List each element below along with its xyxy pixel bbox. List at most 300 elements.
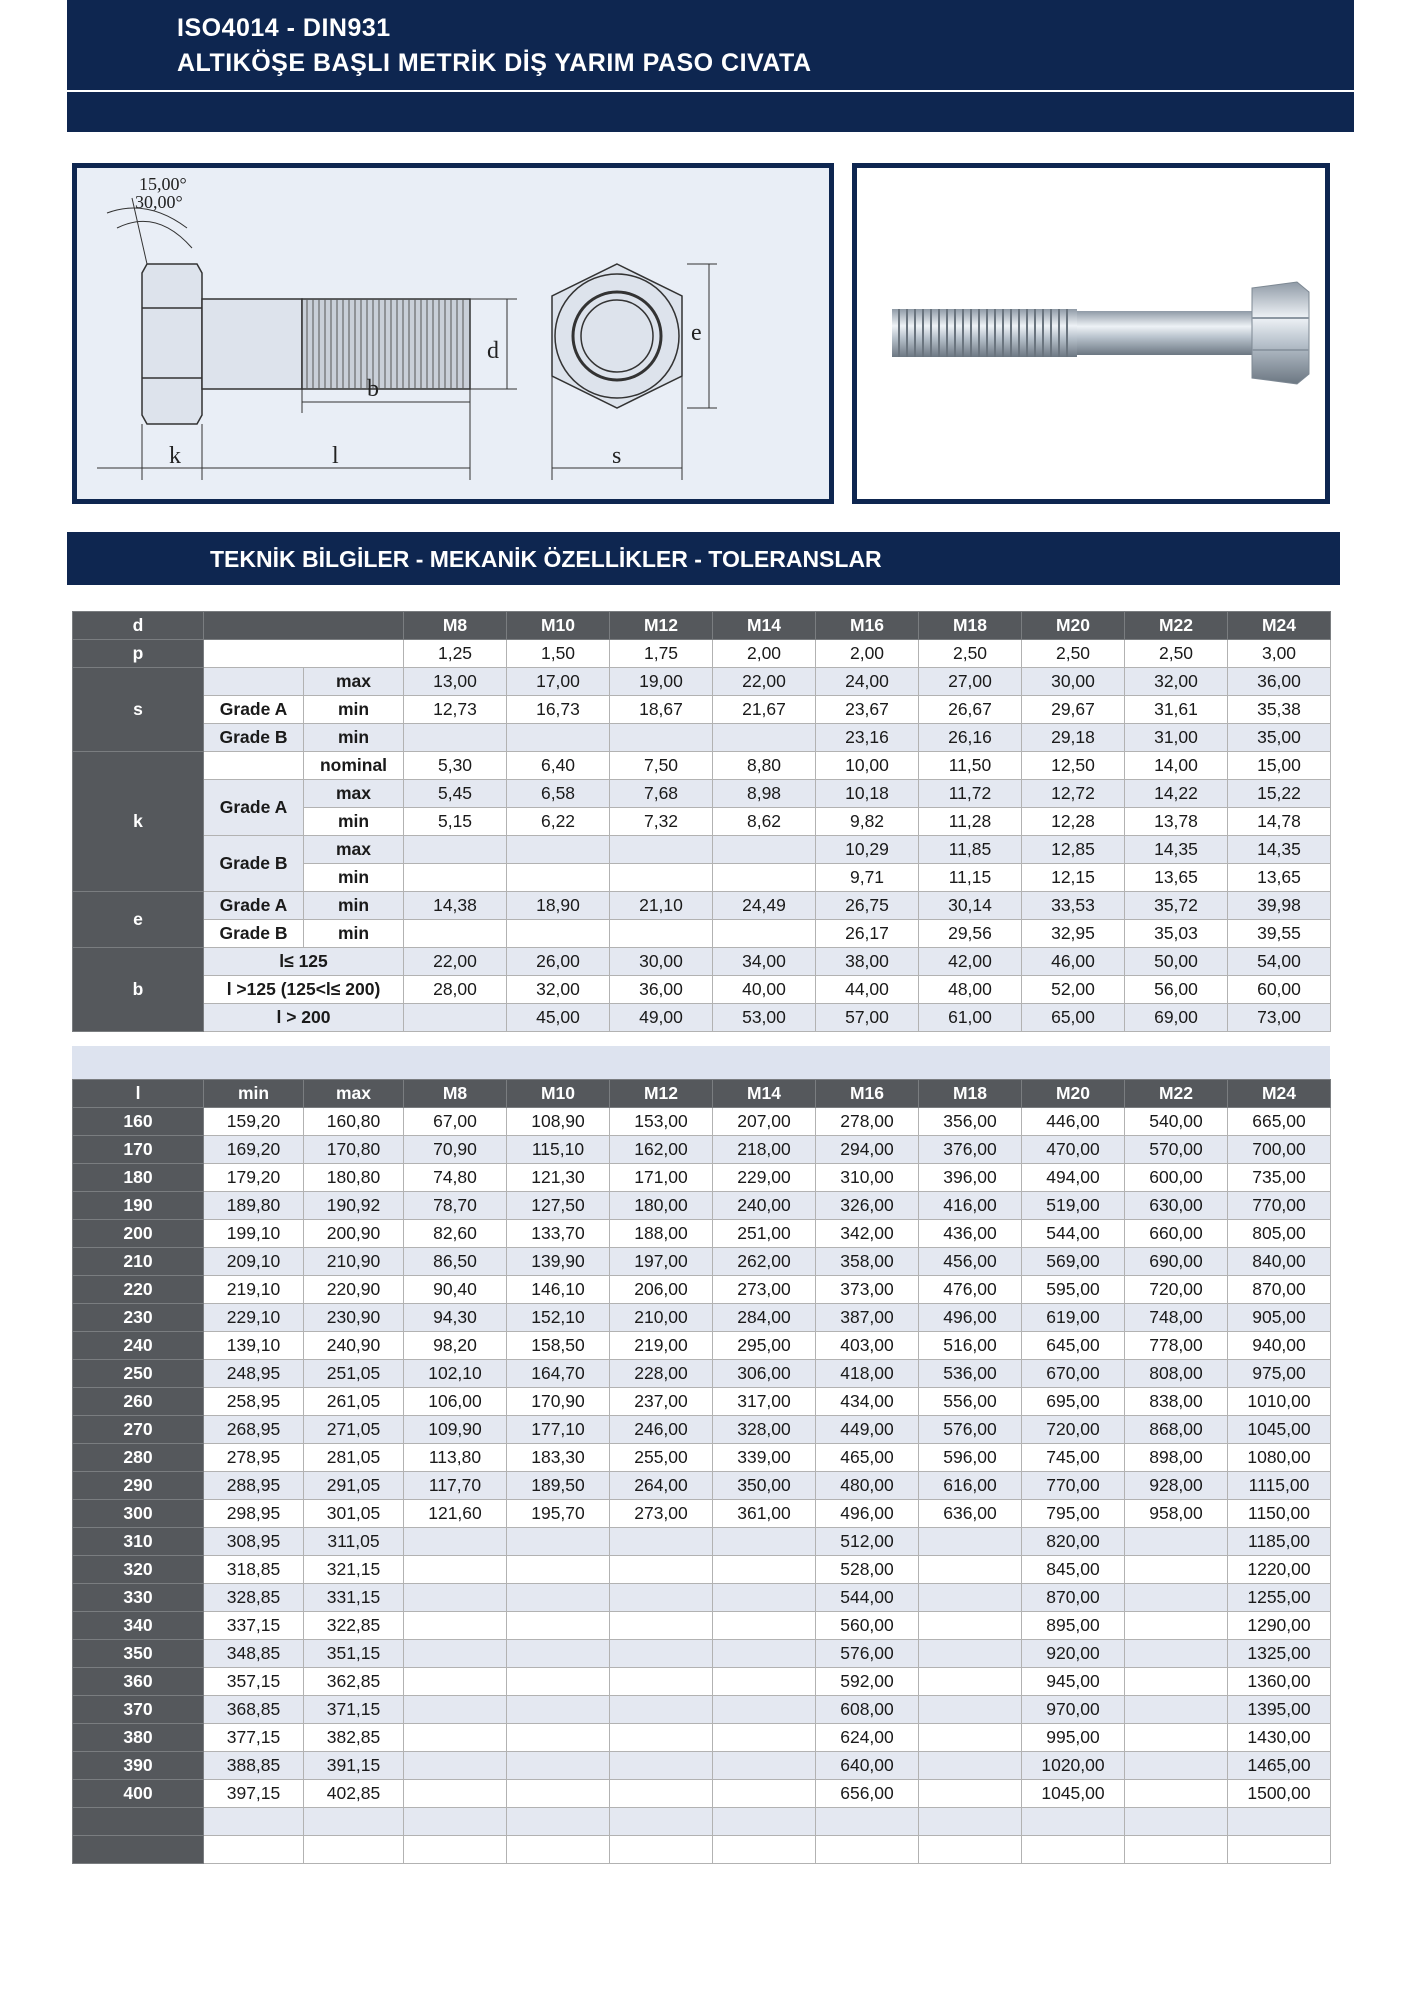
table-cell: 278,95 [204, 1444, 304, 1472]
table-cell: 416,00 [919, 1192, 1022, 1220]
table-cell: 382,85 [304, 1724, 404, 1752]
table-cell: 200,90 [304, 1220, 404, 1248]
table-cell: 73,00 [1228, 1004, 1331, 1032]
table-cell [610, 864, 713, 892]
table-cell: 5,30 [404, 752, 507, 780]
table-row [73, 1556, 1331, 1584]
table-cell: 1395,00 [1228, 1696, 1331, 1724]
table-cell: l >125 (125<l≤ 200) [204, 976, 404, 1004]
table-cell: 28,00 [404, 976, 507, 1004]
table-cell [713, 1668, 816, 1696]
table-cell: 1150,00 [1228, 1500, 1331, 1528]
table-row [73, 1584, 1331, 1612]
table-cell: 1,75 [610, 640, 713, 668]
table-cell: l > 200 [204, 1004, 404, 1032]
table-cell: 26,17 [816, 920, 919, 948]
table-cell: 121,60 [404, 1500, 507, 1528]
table-cell: 21,10 [610, 892, 713, 920]
row-label: 190 [73, 1192, 204, 1220]
table-cell: 600,00 [1125, 1164, 1228, 1192]
table-cell: 210,00 [610, 1304, 713, 1332]
table-cell: max [304, 836, 404, 864]
table-cell: 61,00 [919, 1004, 1022, 1032]
table-cell: 391,15 [304, 1752, 404, 1780]
table-cell: 195,70 [507, 1500, 610, 1528]
table-cell: 54,00 [1228, 948, 1331, 976]
table-cell: 1220,00 [1228, 1556, 1331, 1584]
table-cell: 210,90 [304, 1248, 404, 1276]
table-cell: 190,92 [304, 1192, 404, 1220]
table-cell [507, 1640, 610, 1668]
table-cell: 273,00 [713, 1276, 816, 1304]
row-label: 390 [73, 1752, 204, 1780]
table-cell: 720,00 [1125, 1276, 1228, 1304]
table-cell [404, 724, 507, 752]
table-cell: 278,00 [816, 1108, 919, 1136]
table-cell: 1430,00 [1228, 1724, 1331, 1752]
table-cell: 1020,00 [1022, 1752, 1125, 1780]
table-row [73, 1192, 1331, 1220]
table-cell: 2,50 [919, 640, 1022, 668]
table-cell: 748,00 [1125, 1304, 1228, 1332]
table-row [73, 1416, 1331, 1444]
table-cell [919, 1528, 1022, 1556]
table-cell: 189,50 [507, 1472, 610, 1500]
table-cell: 436,00 [919, 1220, 1022, 1248]
table-cell [713, 1528, 816, 1556]
table-cell: 494,00 [1022, 1164, 1125, 1192]
table-cell: 301,05 [304, 1500, 404, 1528]
table-cell [404, 864, 507, 892]
table-cell [610, 1668, 713, 1696]
table-cell: 117,70 [404, 1472, 507, 1500]
table-row [73, 1500, 1331, 1528]
table-cell: 295,00 [713, 1332, 816, 1360]
table-cell: 358,00 [816, 1248, 919, 1276]
table-cell: 32,95 [1022, 920, 1125, 948]
table-row [73, 1304, 1331, 1332]
table-header-row [73, 1080, 1331, 1108]
table-cell: 1,50 [507, 640, 610, 668]
table-cell: 57,00 [816, 1004, 919, 1032]
table-cell: 397,15 [204, 1780, 304, 1808]
table-cell: 160,80 [304, 1108, 404, 1136]
table-cell [713, 1640, 816, 1668]
table-cell: 645,00 [1022, 1332, 1125, 1360]
table-cell [610, 1780, 713, 1808]
table-cell: M18 [919, 612, 1022, 640]
row-label: 310 [73, 1528, 204, 1556]
table-cell: 840,00 [1228, 1248, 1331, 1276]
table-cell [1125, 1640, 1228, 1668]
table-cell: 1115,00 [1228, 1472, 1331, 1500]
table-cell [816, 1808, 919, 1836]
table-cell [1125, 1780, 1228, 1808]
table-cell: 30,00 [1022, 668, 1125, 696]
table-cell [816, 1836, 919, 1864]
table-cell: 7,50 [610, 752, 713, 780]
table-cell: 1045,00 [1228, 1416, 1331, 1444]
table-cell: 65,00 [1022, 1004, 1125, 1032]
table-cell [713, 1724, 816, 1752]
table-cell [507, 864, 610, 892]
table-cell: 995,00 [1022, 1724, 1125, 1752]
row-label: 270 [73, 1416, 204, 1444]
product-title: ALTIKÖŞE BAŞLI METRİK DİŞ YARIM PASO CIVATA [177, 49, 812, 77]
table-cell [1125, 1696, 1228, 1724]
table-cell: 624,00 [816, 1724, 919, 1752]
table-cell: 7,68 [610, 780, 713, 808]
table-cell: 53,00 [713, 1004, 816, 1032]
table-cell [507, 836, 610, 864]
table-cell: 31,61 [1125, 696, 1228, 724]
table-cell: 12,73 [404, 696, 507, 724]
row-label: b [73, 948, 204, 1032]
table-cell: 388,85 [204, 1752, 304, 1780]
table-cell: 1255,00 [1228, 1584, 1331, 1612]
table-cell: Grade B [204, 920, 304, 948]
table-cell: M10 [507, 612, 610, 640]
table-cell [507, 1612, 610, 1640]
table-cell [610, 1752, 713, 1780]
table-cell: 74,80 [404, 1164, 507, 1192]
row-label: 210 [73, 1248, 204, 1276]
row-label: 240 [73, 1332, 204, 1360]
table-cell: 1010,00 [1228, 1388, 1331, 1416]
table-row [73, 640, 1331, 668]
table-cell: 22,00 [713, 668, 816, 696]
table-cell: 10,18 [816, 780, 919, 808]
table-cell: 273,00 [610, 1500, 713, 1528]
table-cell: 35,38 [1228, 696, 1331, 724]
table-cell: 362,85 [304, 1668, 404, 1696]
header-strip [67, 92, 1354, 132]
table-cell: 127,50 [507, 1192, 610, 1220]
table-cell: 164,70 [507, 1360, 610, 1388]
table-cell [610, 1696, 713, 1724]
table-cell: M8 [404, 612, 507, 640]
table-row [73, 1808, 1331, 1836]
table-cell: 373,00 [816, 1276, 919, 1304]
table-cell: 1360,00 [1228, 1668, 1331, 1696]
table-cell: 12,50 [1022, 752, 1125, 780]
table-row [73, 1444, 1331, 1472]
table-cell [610, 1724, 713, 1752]
table-cell [919, 1724, 1022, 1752]
table-cell [919, 1836, 1022, 1864]
table-cell: 188,00 [610, 1220, 713, 1248]
table-cell: 10,00 [816, 752, 919, 780]
header-bar [67, 0, 1354, 90]
table-cell: 45,00 [507, 1004, 610, 1032]
table-row [73, 1668, 1331, 1696]
table-cell: 22,00 [404, 948, 507, 976]
table-cell: 106,00 [404, 1388, 507, 1416]
table-cell [204, 1808, 304, 1836]
table-cell: 310,00 [816, 1164, 919, 1192]
table-cell: 180,80 [304, 1164, 404, 1192]
table-cell [919, 1696, 1022, 1724]
table-row [73, 1360, 1331, 1388]
table-cell: 326,00 [816, 1192, 919, 1220]
table-cell [1125, 1584, 1228, 1612]
table-cell: 67,00 [404, 1108, 507, 1136]
table-cell: 229,10 [204, 1304, 304, 1332]
table-cell: 470,00 [1022, 1136, 1125, 1164]
table-cell: 1290,00 [1228, 1612, 1331, 1640]
table-cell: 199,10 [204, 1220, 304, 1248]
table-cell [507, 920, 610, 948]
table-cell: 197,00 [610, 1248, 713, 1276]
table-cell [713, 864, 816, 892]
table-row [73, 920, 1331, 948]
table-cell: 596,00 [919, 1444, 1022, 1472]
table-cell: 18,90 [507, 892, 610, 920]
table-cell [404, 1752, 507, 1780]
table-cell: 30,14 [919, 892, 1022, 920]
table-cell: 371,15 [304, 1696, 404, 1724]
header-cell: M24 [1228, 1080, 1331, 1108]
table-cell: 251,00 [713, 1220, 816, 1248]
table-cell: 540,00 [1125, 1108, 1228, 1136]
table-cell: 376,00 [919, 1136, 1022, 1164]
table-cell: 219,10 [204, 1276, 304, 1304]
table-cell: 536,00 [919, 1360, 1022, 1388]
table-cell [404, 1004, 507, 1032]
table-cell [404, 1696, 507, 1724]
table-cell: 207,00 [713, 1108, 816, 1136]
table-cell [713, 920, 816, 948]
table-cell [1125, 1668, 1228, 1696]
table-cell: 183,30 [507, 1444, 610, 1472]
table-cell: 115,10 [507, 1136, 610, 1164]
table-cell: 298,95 [204, 1500, 304, 1528]
table-cell [507, 724, 610, 752]
table-cell: 636,00 [919, 1500, 1022, 1528]
row-label: 290 [73, 1472, 204, 1500]
table-cell: Grade A [204, 696, 304, 724]
table-cell: 29,18 [1022, 724, 1125, 752]
table-cell: 102,10 [404, 1360, 507, 1388]
row-label: 370 [73, 1696, 204, 1724]
row-label: 180 [73, 1164, 204, 1192]
table-row [73, 836, 1331, 864]
table-row [73, 1696, 1331, 1724]
table-cell: 339,00 [713, 1444, 816, 1472]
table-cell: 261,05 [304, 1388, 404, 1416]
table-cell: 23,16 [816, 724, 919, 752]
table-cell: 248,95 [204, 1360, 304, 1388]
table-cell: 170,90 [507, 1388, 610, 1416]
table-cell: 206,00 [610, 1276, 713, 1304]
header-cell: l [73, 1080, 204, 1108]
header-cell: M10 [507, 1080, 610, 1108]
row-label [73, 1808, 204, 1836]
table-cell: min [304, 724, 404, 752]
table-cell [1125, 1836, 1228, 1864]
row-label: 280 [73, 1444, 204, 1472]
label-s: s [612, 443, 622, 469]
table-cell: 11,85 [919, 836, 1022, 864]
table-cell: 291,05 [304, 1472, 404, 1500]
table-cell: 1,25 [404, 640, 507, 668]
table-row [73, 752, 1331, 780]
table-cell [713, 1584, 816, 1612]
bolt-front-view [552, 264, 717, 480]
table-row [73, 1612, 1331, 1640]
table-cell: min [304, 892, 404, 920]
table-cell [610, 1528, 713, 1556]
table-cell: 5,45 [404, 780, 507, 808]
table-row [73, 1004, 1331, 1032]
table-row [73, 1472, 1331, 1500]
table-cell [507, 1836, 610, 1864]
table-cell: nominal [304, 752, 404, 780]
table-cell: 640,00 [816, 1752, 919, 1780]
table-cell: 180,00 [610, 1192, 713, 1220]
table-cell: 576,00 [816, 1640, 919, 1668]
header-cell: M8 [404, 1080, 507, 1108]
table-cell: M22 [1125, 612, 1228, 640]
table-cell: 19,00 [610, 668, 713, 696]
bolt-side-view [97, 174, 517, 480]
table-cell: 294,00 [816, 1136, 919, 1164]
table-cell: 209,10 [204, 1248, 304, 1276]
table-cell [507, 1584, 610, 1612]
row-label: 200 [73, 1220, 204, 1248]
table-cell: 158,50 [507, 1332, 610, 1360]
table-cell: 660,00 [1125, 1220, 1228, 1248]
table-row [73, 1108, 1331, 1136]
table-cell: 11,15 [919, 864, 1022, 892]
table-cell: 15,22 [1228, 780, 1331, 808]
table-cell: 1080,00 [1228, 1444, 1331, 1472]
row-label: 320 [73, 1556, 204, 1584]
table-cell: 322,85 [304, 1612, 404, 1640]
table-cell: 255,00 [610, 1444, 713, 1472]
table-cell: 519,00 [1022, 1192, 1125, 1220]
header-cell: M20 [1022, 1080, 1125, 1108]
table-cell: 895,00 [1022, 1612, 1125, 1640]
table-cell: 10,29 [816, 836, 919, 864]
table-cell: max [304, 780, 404, 808]
table-cell: 2,00 [713, 640, 816, 668]
table-cell: 26,00 [507, 948, 610, 976]
table-cell: 940,00 [1228, 1332, 1331, 1360]
table-cell: 868,00 [1125, 1416, 1228, 1444]
row-label: 160 [73, 1108, 204, 1136]
table-cell: l≤ 125 [204, 948, 404, 976]
table-cell: 418,00 [816, 1360, 919, 1388]
specs-table [72, 611, 1331, 1032]
table-cell [404, 1556, 507, 1584]
table-cell: 592,00 [816, 1668, 919, 1696]
table-cell: 528,00 [816, 1556, 919, 1584]
table-cell [610, 836, 713, 864]
row-label: 300 [73, 1500, 204, 1528]
table-cell: 35,00 [1228, 724, 1331, 752]
table-cell: 14,00 [1125, 752, 1228, 780]
table-cell: M20 [1022, 612, 1125, 640]
table-cell [713, 836, 816, 864]
table-cell: 446,00 [1022, 1108, 1125, 1136]
table-cell: 219,00 [610, 1332, 713, 1360]
table-cell: 1500,00 [1228, 1780, 1331, 1808]
header-cell: M12 [610, 1080, 713, 1108]
row-label: d [73, 612, 204, 640]
table-cell: 288,95 [204, 1472, 304, 1500]
table-cell [610, 1836, 713, 1864]
table-cell [919, 1640, 1022, 1668]
angle-label-2: 30,00° [135, 192, 183, 212]
table-cell: 905,00 [1228, 1304, 1331, 1332]
row-label: k [73, 752, 204, 892]
row-label: s [73, 668, 204, 752]
header-cell: min [204, 1080, 304, 1108]
table-cell [404, 1612, 507, 1640]
table-cell [713, 1836, 816, 1864]
table-cell: 139,10 [204, 1332, 304, 1360]
table-cell [1125, 1724, 1228, 1752]
table-cell: 970,00 [1022, 1696, 1125, 1724]
table-cell: 240,00 [713, 1192, 816, 1220]
table-cell: 78,70 [404, 1192, 507, 1220]
table-cell: 770,00 [1022, 1472, 1125, 1500]
row-label: p [73, 640, 204, 668]
table-cell [404, 920, 507, 948]
table-cell: 12,28 [1022, 808, 1125, 836]
table-cell: 35,03 [1125, 920, 1228, 948]
table-cell: 11,28 [919, 808, 1022, 836]
table-cell: min [304, 864, 404, 892]
table-cell [919, 1808, 1022, 1836]
table-cell: 311,05 [304, 1528, 404, 1556]
table-cell [404, 1808, 507, 1836]
table-cell: 220,90 [304, 1276, 404, 1304]
table-spacer [72, 1046, 1330, 1079]
table-cell: 608,00 [816, 1696, 919, 1724]
table-cell: 434,00 [816, 1388, 919, 1416]
table-cell: 50,00 [1125, 948, 1228, 976]
table-cell: 121,30 [507, 1164, 610, 1192]
table-cell: 6,40 [507, 752, 610, 780]
table-cell: max [304, 668, 404, 696]
table-cell: 805,00 [1228, 1220, 1331, 1248]
table-cell [713, 1696, 816, 1724]
table-cell [713, 1752, 816, 1780]
table-cell: 284,00 [713, 1304, 816, 1332]
table-cell: 700,00 [1228, 1136, 1331, 1164]
table-cell: 24,49 [713, 892, 816, 920]
table-cell: 170,80 [304, 1136, 404, 1164]
header-cell: max [304, 1080, 404, 1108]
table-cell [404, 1584, 507, 1612]
table-cell [404, 836, 507, 864]
table-cell: 619,00 [1022, 1304, 1125, 1332]
table-cell: 228,00 [610, 1360, 713, 1388]
table-cell: 496,00 [816, 1500, 919, 1528]
table-cell: 820,00 [1022, 1528, 1125, 1556]
table-cell: 396,00 [919, 1164, 1022, 1192]
table-cell: 328,85 [204, 1584, 304, 1612]
row-label: 340 [73, 1612, 204, 1640]
table-cell [919, 1556, 1022, 1584]
table-cell: 516,00 [919, 1332, 1022, 1360]
table-row [73, 780, 1331, 808]
table-cell: 720,00 [1022, 1416, 1125, 1444]
table-cell: 656,00 [816, 1780, 919, 1808]
table-cell: 246,00 [610, 1416, 713, 1444]
